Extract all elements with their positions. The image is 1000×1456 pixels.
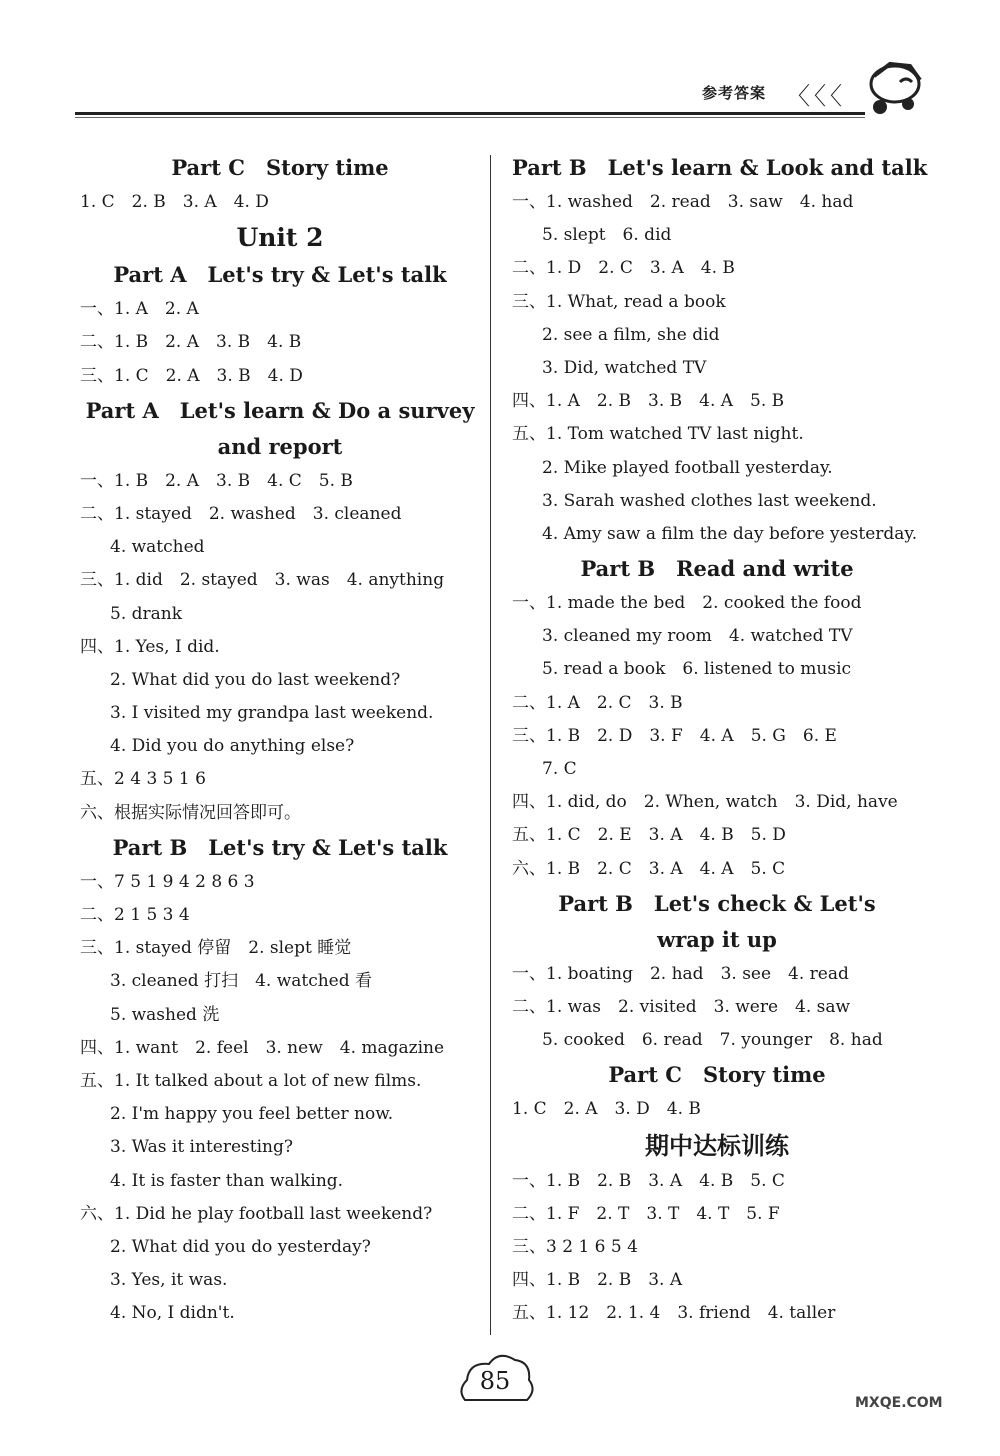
answer-line: 2. I'm happy you feel better now.	[110, 1104, 394, 1125]
answer-line: 二、1. was 2. visited 3. were 4. saw	[512, 996, 851, 1017]
section-heading: Part C Story time	[171, 155, 389, 180]
answer-line: 5. drank	[110, 603, 183, 624]
answer-line: 5. cooked 6. read 7. younger 8. had	[542, 1030, 883, 1051]
answer-line: 3. cleaned my room 4. watched TV	[542, 626, 853, 647]
answer-line: 一、1. A 2. A	[80, 299, 199, 320]
answer-line: 二、1. D 2. C 3. A 4. B	[512, 258, 735, 279]
right-column	[512, 150, 928, 1330]
answer-line: 4. Did you do anything else?	[110, 736, 355, 757]
cartoon-decoration-icon	[860, 52, 930, 122]
watermark: MXQE.COM	[855, 1395, 943, 1411]
header-arrows-icon: 〈〈〈	[786, 82, 846, 110]
answer-line: 2. What did you do yesterday?	[110, 1236, 371, 1257]
answer-line: 三、1. did 2. stayed 3. was 4. anything	[80, 570, 445, 591]
answer-line: 1. C 2. A 3. D 4. B	[512, 1099, 701, 1120]
answer-line: 4. No, I didn't.	[110, 1303, 235, 1324]
answer-line: 三、1. C 2. A 3. B 4. D	[80, 365, 303, 386]
left-column	[80, 150, 480, 1330]
answer-line: 二、2 1 5 3 4	[80, 905, 190, 925]
section-heading: Part C Story time	[608, 1062, 826, 1088]
answer-line: 4. Amy saw a film the day before yesterday.	[542, 523, 918, 544]
answer-line: 四、1. did, do 2. When, watch 3. Did, have	[512, 792, 898, 813]
answer-line: 3. cleaned 打扫 4. watched 看	[110, 971, 373, 992]
answer-line: 一、1. B 2. B 3. A 4. B 5. C	[512, 1170, 785, 1191]
answer-line: 五、2 4 3 5 1 6	[80, 769, 206, 790]
answer-line: 4. watched	[110, 537, 205, 558]
answer-line: 二、1. stayed 2. washed 3. cleaned	[80, 503, 402, 524]
column-divider	[490, 155, 491, 1335]
answer-line: 三、3 2 1 6 5 4	[512, 1236, 638, 1257]
answer-line: 三、1. stayed 停留 2. slept 睡觉	[80, 938, 352, 959]
header-label: 参考答案	[702, 84, 767, 102]
answer-line: 一、1. washed 2. read 3. saw 4. had	[512, 192, 854, 212]
answer-line: 五、1. C 2. E 3. A 4. B 5. D	[512, 825, 786, 846]
answer-line: 一、1. boating 2. had 3. see 4. read	[512, 963, 849, 984]
section-heading: Part B Read and write	[580, 556, 854, 582]
answer-line: 四、1. want 2. feel 3. new 4. magazine	[80, 1037, 445, 1058]
section-heading: Part A Let's try & Let's talk	[113, 262, 447, 288]
answer-line: 四、1. A 2. B 3. B 4. A 5. B	[512, 391, 785, 412]
answer-line: 二、1. F 2. T 3. T 4. T 5. F	[512, 1203, 780, 1224]
answer-line: 一、7 5 1 9 4 2 8 6 3	[80, 871, 255, 892]
answer-line: 4. It is faster than walking.	[110, 1170, 344, 1191]
answer-line: 3. Sarah washed clothes last weekend.	[542, 490, 877, 511]
answer-line: 5. slept 6. did	[542, 225, 672, 246]
section-heading: Part B Let's learn & Look and talk	[512, 155, 928, 180]
answer-line: 5. washed 洗	[110, 1004, 220, 1025]
answer-line: 六、1. B 2. C 3. A 4. A 5. C	[512, 858, 786, 879]
answer-line: 四、1. Yes, I did.	[80, 636, 220, 657]
answer-line: 六、1. Did he play football last weekend?	[80, 1203, 433, 1224]
section-heading: Part B Let's try & Let's talk	[112, 834, 448, 860]
section-heading: Part A Let's learn & Do a survey	[85, 397, 475, 423]
answer-line: 三、1. B 2. D 3. F 4. A 5. G 6. E	[512, 725, 837, 746]
section-heading: Unit 2	[236, 223, 324, 253]
page-number: 85	[479, 1367, 511, 1395]
answer-line: 一、1. B 2. A 3. B 4. C 5. B	[80, 470, 353, 491]
answer-line: 3. Was it interesting?	[110, 1137, 293, 1158]
answer-line: 二、1. B 2. A 3. B 4. B	[80, 332, 302, 353]
answer-line: 2. see a film, she did	[542, 324, 720, 345]
answer-line: 3. Did, watched TV	[542, 357, 707, 378]
answer-line: 3. Yes, it was.	[110, 1270, 228, 1291]
answer-line: 3. I visited my grandpa last weekend.	[110, 703, 434, 724]
header-rule	[75, 112, 865, 115]
header-rule-thin	[75, 117, 865, 118]
section-heading: 期中达标训练	[645, 1131, 789, 1160]
answer-line: 1. C 2. B 3. A 4. D	[80, 192, 269, 212]
answer-line: 2. Mike played football yesterday.	[542, 457, 833, 478]
answer-line: 7. C	[542, 759, 577, 779]
section-heading: wrap it up	[657, 926, 777, 952]
section-heading: Part B Let's check & Let's	[558, 890, 876, 916]
answer-line: 五、1. It talked about a lot of new films.	[80, 1070, 422, 1091]
answer-line: 四、1. B 2. B 3. A	[512, 1270, 683, 1291]
answer-line: 二、1. A 2. C 3. B	[512, 692, 683, 713]
answer-line: 六、根据实际情况回答即可。	[80, 802, 301, 823]
answer-line: 三、1. What, read a book	[512, 291, 726, 312]
answer-line: 5. read a book 6. listened to music	[542, 659, 852, 680]
answer-line: 五、1. 12 2. 1. 4 3. friend 4. taller	[512, 1303, 836, 1324]
answer-line: 一、1. made the bed 2. cooked the food	[512, 593, 862, 614]
answer-line: 2. What did you do last weekend?	[110, 669, 401, 690]
page-number-badge	[455, 1345, 535, 1415]
section-heading: and report	[217, 433, 343, 459]
answer-line: 五、1. Tom watched TV last night.	[512, 424, 804, 445]
